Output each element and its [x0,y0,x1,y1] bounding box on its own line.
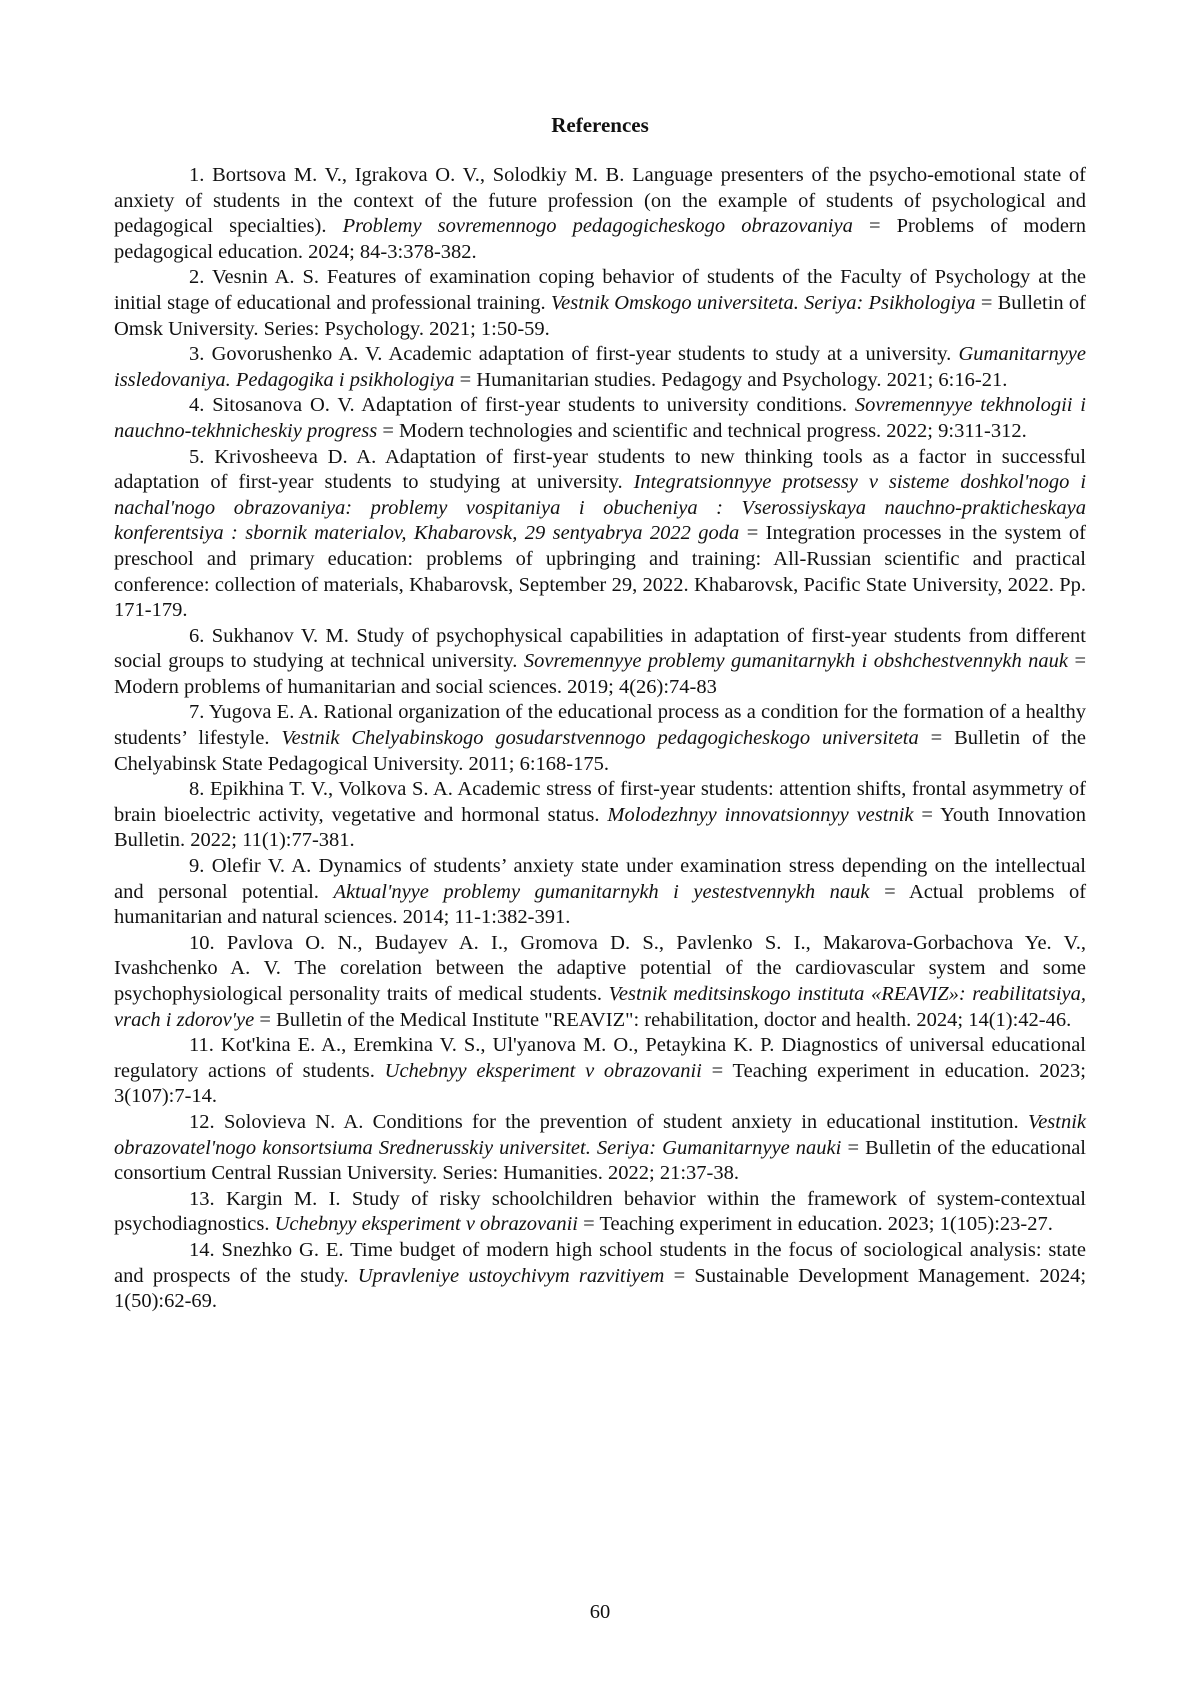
reference-source-original: Aktual'nyye problemy gumanitarnykh i yestestvennykh nauk [333,880,870,903]
reference-authors-title: Yugova E. A. Rational organization of the educational process as a condition for the formation of a healthy students’ lifestyle. [114,701,1086,750]
reference-authors-title: Solovieva N. A. Conditions for the prevention of student anxiety in educational institution. [223,1110,1019,1133]
reference-item [114,931,1086,1033]
reference-item [114,1187,1086,1238]
reference-item [114,342,1086,393]
reference-number: 5. [189,445,205,468]
reference-authors-title: Pavlova O. N., Budayev A. I., Gromova D. S., Pavlenko S. I., Makarova-Gorbachova Ye. V., Ivashchenko A. V. The corelation between the adaptive potential of the cardiovascular system and some psychophysiological personality traits of medical students. [114,931,1087,1005]
reference-item [114,1110,1086,1187]
reference-item [114,1238,1086,1315]
reference-source-translation: = Bulletin of the Chelyabinsk State Pedagogical University. 2011; 6:168-175. [114,727,1086,775]
reference-item [114,163,1086,265]
reference-authors-title: Govorushenko A. V. Academic adaptation of first-year students to study at a university. [211,343,952,366]
reference-number: 3. [189,343,205,366]
reference-item [114,1033,1086,1110]
reference-source-original: Uchebnyy eksperiment v obrazovanii [274,1213,578,1236]
reference-source-original: Gumanitarnyye issledovaniya. Pedagogika i psikhologiya [114,343,1087,391]
reference-source-original: Integratsionnyye protsessy v sisteme doshkol'nogo i nachal'nogo obrazovaniya: problemy vospitaniya i obucheniya : Vserossiyskaya nauchno-prakticheskaya konferentsiya : sbornik materialov, Khabarovsk, 29 sentyabrya 2022 goda [114,471,1087,545]
reference-number: 11. [189,1034,214,1057]
reference-authors-title: Kargin M. I. Study of risky schoolchildren behavior within the framework of system-contextual psychodiagnostics. [114,1187,1086,1236]
reference-number: 7. [189,701,205,724]
reference-item [114,624,1086,701]
reference-source-translation: = Integration processes in the system of preschool and primary education: problems of upbringing and training: All-Russian scientific and practical conference: collection of materials, Khabarovsk, September 29, 2022. Khabarovsk, Pacific State University, 2022. Pp. 171-179. [114,522,1086,622]
reference-source-translation: = Teaching experiment in education. 2023; 3(107):7-14. [114,1059,1086,1108]
reference-item [114,854,1086,931]
reference-authors-title: Sitosanova O. V. Adaptation of first-year students to university conditions. [212,394,848,417]
reference-number: 6. [189,624,205,647]
reference-source-translation: = Youth Innovation Bulletin. 2022; 11(1):77-381. [114,803,1087,852]
reference-source-original: Uchebnyy eksperiment v obrazovanii [384,1059,702,1082]
reference-authors-title: Epikhina T. V., Volkova S. A. Academic stress of first-year students: attention shifts, frontal asymmetry of brain bioelectric activity, vegetative and hormonal status. [114,778,1086,826]
reference-source-original: Sovremennyye tekhnologii i nauchno-tekhnicheskiy progress [114,394,1087,442]
reference-source-original: Sovremennyye problemy gumanitarnykh i obshchestvennykh nauk [523,650,1069,673]
reference-source-original: Vestnik Chelyabinskogo gosudarstvennogo pedagogicheskogo universiteta [281,727,919,750]
reference-number: 2. [189,266,205,289]
reference-source-original: Molodezhnyy innovatsionnyy vestnik [607,803,914,826]
reference-source-translation: = Problems of modern pedagogical education. 2024; 84-3:378-382. [114,215,1087,263]
reference-source-translation: = Sustainable Development Management. 2024; 1(50):62-69. [114,1264,1087,1313]
reference-source-original: Vestnik Omskogo universiteta. Seriya: Psikhologiya [550,291,976,314]
reference-authors-title: Snezhko G. E. Time budget of modern high school students in the focus of sociological analysis: state and prospects of the study. [114,1238,1086,1287]
reference-source-original: Vestnik meditsinskogo instituta «REAVIZ»: reabilitatsiya, vrach i zdorov'ye [114,983,1086,1031]
reference-source-translation: = Actual problems of humanitarian and natural sciences. 2014; 11-1:382-391. [114,880,1087,929]
reference-number: 13. [189,1187,215,1210]
reference-authors-title: Krivosheeva D. A. Adaptation of first-year students to new thinking tools as a factor in successful adaptation of first-year students to studying at university. [114,445,1086,494]
reference-source-translation: = Modern technologies and scientific and technical progress. 2022; 9:311-312. [382,419,1027,442]
reference-authors-title: Vesnin A. S. Features of examination coping behavior of students of the Faculty of Psychology at the initial stage of educational and professional training. [114,266,1086,314]
reference-number: 14. [189,1238,215,1261]
reference-authors-title: Bortsova M. V., Igrakova O. V., Solodkiy M. B. Language presenters of the psycho-emotional state of anxiety of students in the context of the future profession (on the example of students of psychological and pedagogical specialties). [114,164,1087,238]
reference-source-translation: = Bulletin of Omsk University. Series: Psychology. 2021; 1:50-59. [114,291,1086,340]
reference-list [114,163,1086,1315]
reference-item [114,777,1086,854]
reference-authors-title: Olefir V. A. Dynamics of students’ anxiety state under examination stress depending on the intellectual and personal potential. [114,855,1086,903]
reference-number: 10. [189,931,215,954]
reference-source-original: Vestnik obrazovatel'nogo konsortsiuma Srednerusskiy universitet. Seriya: Gumanitarnyye nauki [114,1110,1087,1159]
reference-number: 8. [189,778,205,801]
reference-authors-title: Sukhanov V. M. Study of psychophysical capabilities in adaptation of first-year students from different social groups to studying at technical university. [114,624,1086,673]
reference-authors-title: Kot'kina E. A., Eremkina V. S., Ul'yanova M. O., Petaykina K. P. Diagnostics of universal educational regulatory actions of students. [114,1034,1086,1082]
reference-source-original: Problemy sovremennogo pedagogicheskogo obrazovaniya [342,215,853,238]
reference-number: 1. [189,164,205,186]
reference-source-translation: = Bulletin of the educational consortium Central Russian University. Series: Humanities. 2022; 21:37-38. [114,1136,1086,1185]
reference-item [114,700,1086,777]
reference-source-translation: = Bulletin of the Medical Institute "REAVIZ": rehabilitation, doctor and health. 2024; 14(1):42-46. [259,1008,1072,1031]
references-heading: References [551,113,649,137]
reference-source-translation: = Teaching experiment in education. 2023; 1(105):23-27. [583,1213,1053,1236]
page-number: 60 [589,1601,611,1623]
reference-source-translation: = Humanitarian studies. Pedagogy and Psychology. 2021; 6:16-21. [459,368,1008,391]
reference-number: 12. [189,1110,215,1133]
reference-number: 4. [189,394,205,417]
reference-item [114,393,1086,444]
reference-item [114,445,1086,624]
reference-source-original: Upravleniye ustoychivym razvitiyem [357,1264,665,1287]
reference-number: 9. [189,855,205,878]
reference-item [114,265,1086,342]
reference-source-translation: = Modern problems of humanitarian and social sciences. 2019; 4(26):74-83 [114,650,1087,698]
